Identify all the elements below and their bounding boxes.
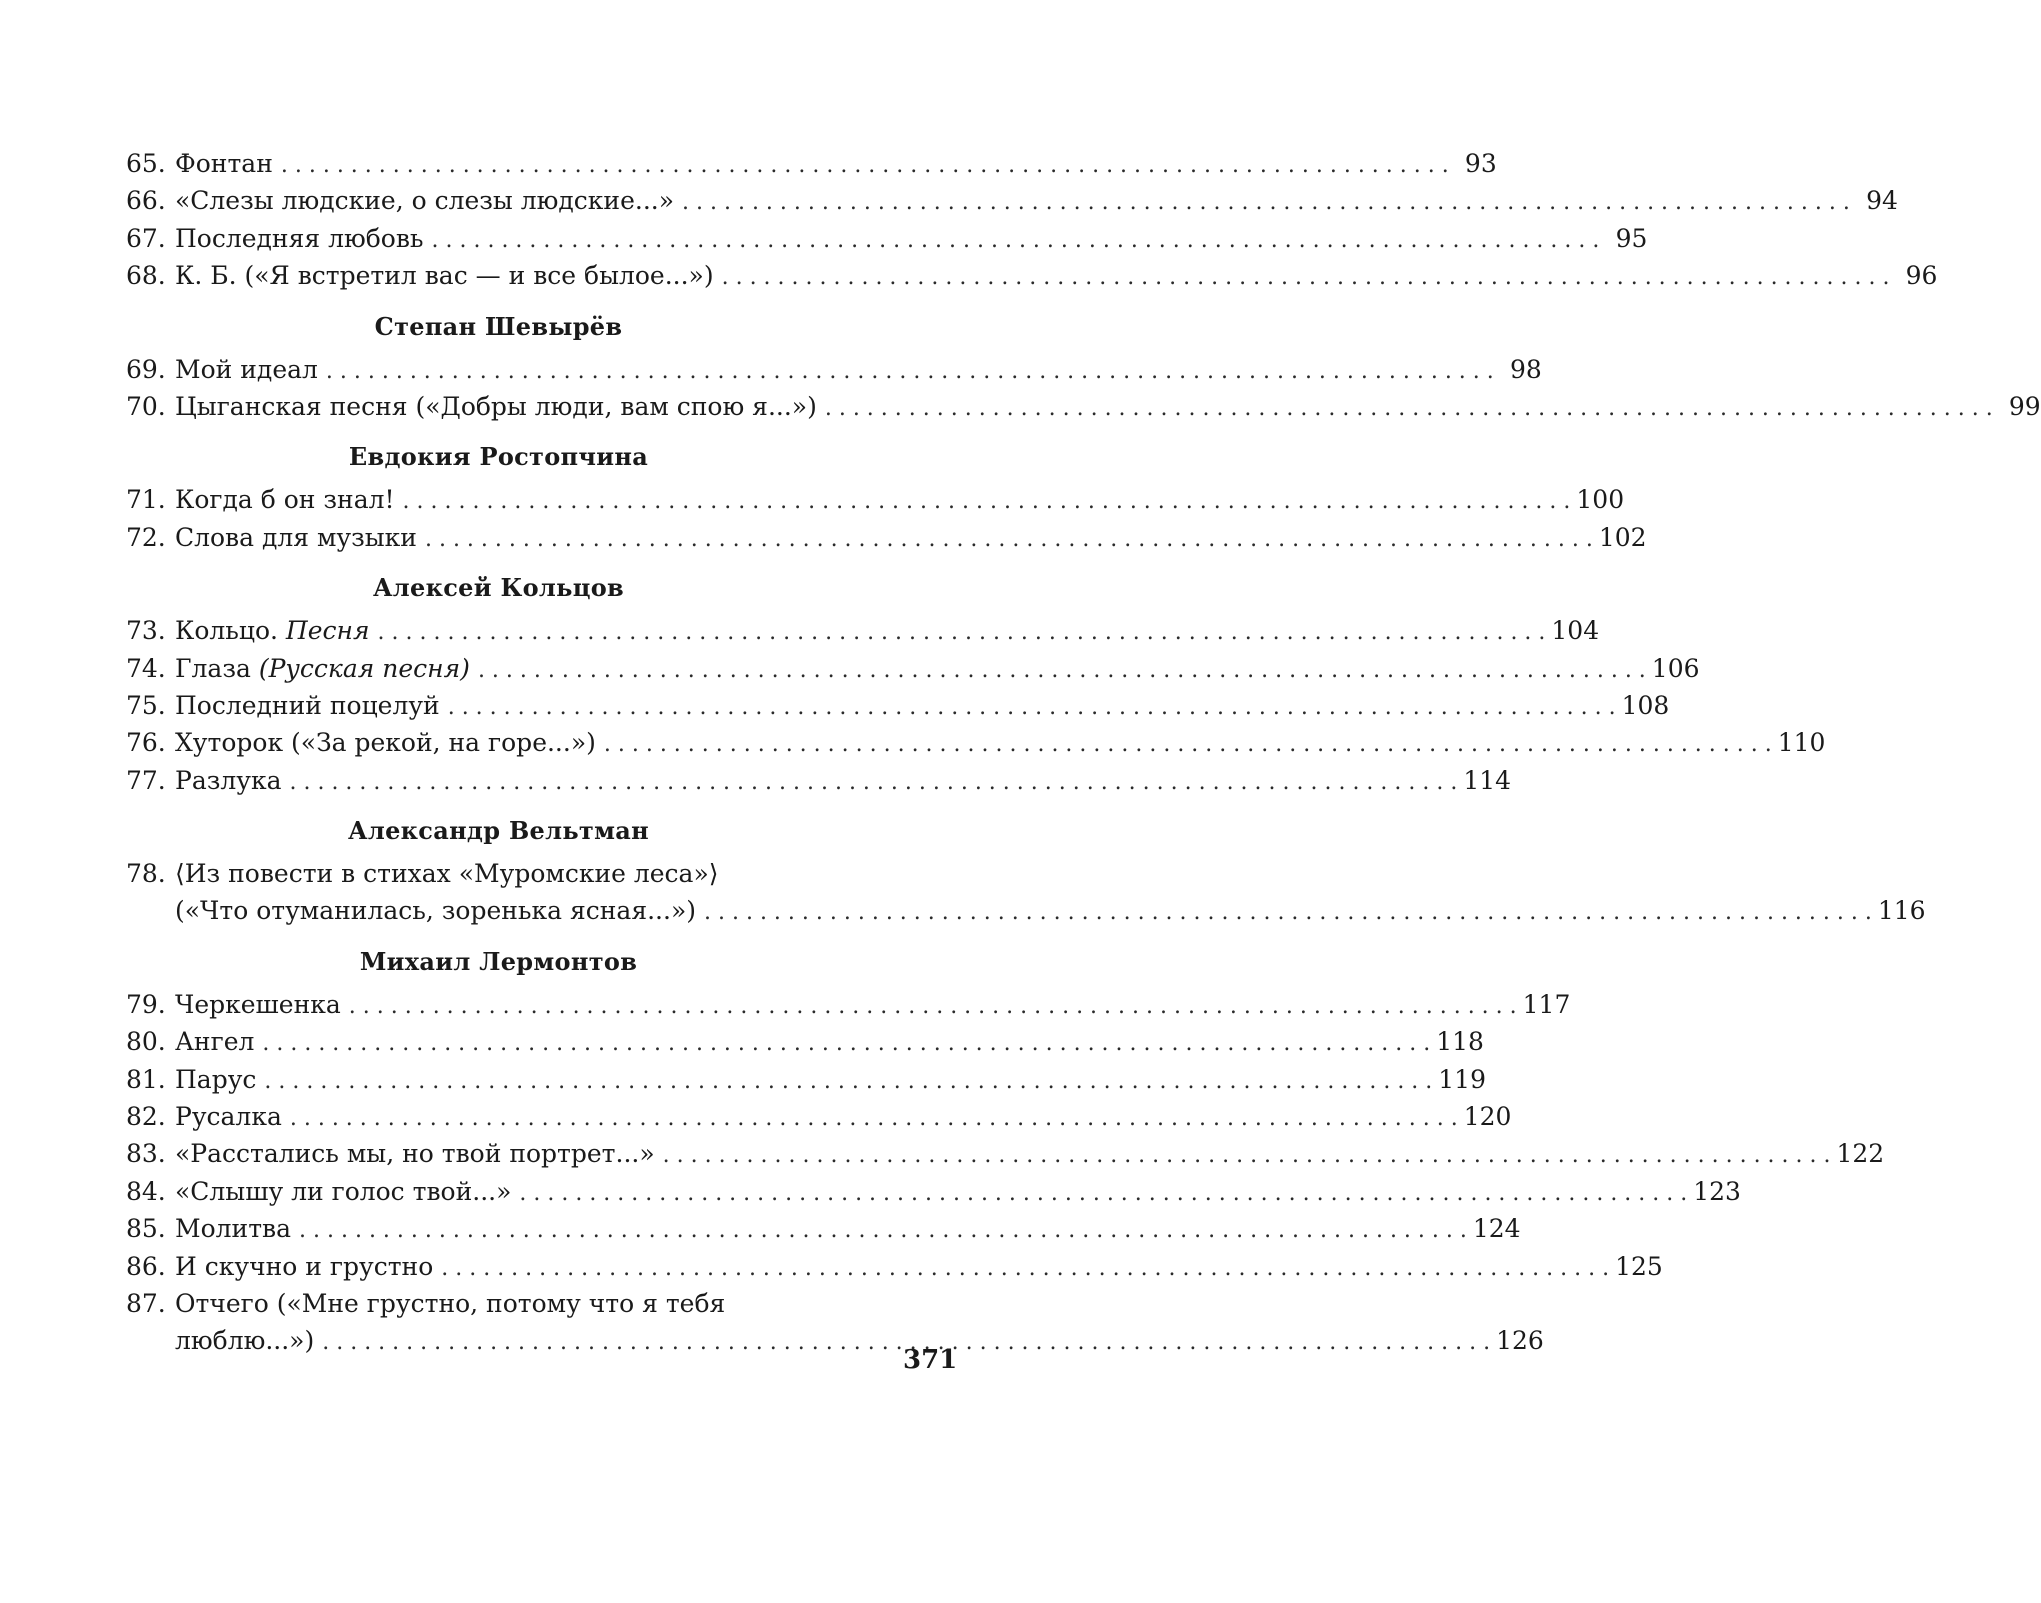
entry-page: 93 [1464,149,1497,178]
entry-page: 119 [1438,1064,1486,1094]
entry-number: 67. [126,223,166,253]
toc-entry [126,855,1926,930]
entry-page: 95 [1615,223,1648,253]
entry-number: 73. [126,616,166,646]
entry-page: 96 [1905,261,1938,291]
entry-title: Разлука [175,765,282,795]
dot-leader [262,1025,1430,1062]
entry-number: 65. [126,149,166,178]
entry-page: 108 [1621,690,1670,720]
entry-page: 102 [1598,522,1647,552]
dot-leader [478,652,1646,689]
dot-leader [704,894,1872,931]
dot-leader [682,184,1850,221]
entry-number: 68. [126,261,166,291]
toc-entry [126,762,1512,799]
entry-title-line1: ⟨Из повести в стихах «Муромские леса»⟩ [175,859,719,889]
author-heading: Алексей Кольцов [372,573,625,603]
dot-leader [722,259,1890,296]
entry-number: 80. [126,1027,166,1057]
entry-page: 106 [1651,653,1700,683]
entry-number: 87. [126,1288,166,1318]
entry-title-line1: Отчего («Мне грустно, потому что я тебя [175,1288,726,1318]
entry-title-roman: Кольцо. [175,616,278,646]
dot-leader [326,353,1494,390]
entry-title-roman: Глаза [175,653,251,683]
entry-number: 71. [126,485,166,515]
entry-page: 122 [1836,1139,1885,1169]
toc-entry [126,1210,1521,1247]
dot-leader [604,726,1772,763]
author-heading: Евдокия Ростопчина [348,442,649,472]
toc-entry [126,1173,1741,1210]
entry-page: 120 [1463,1102,1512,1132]
entry-title: Последний поцелуй [175,690,440,720]
toc-entry [126,388,2041,425]
dot-leader [281,147,1449,184]
author-heading: Михаил Лермонтов [359,946,638,976]
toc-entry [126,986,1571,1023]
entry-title-italic: Песня [285,616,370,646]
entry-number: 84. [126,1176,166,1206]
dot-leader [299,1212,1467,1249]
entry-number: 85. [126,1214,166,1244]
entry-title: «Слышу ли голос твой...» [175,1176,512,1206]
toc-entry [126,220,1648,257]
toc-entry [126,481,1625,518]
entry-page: 116 [1877,896,1926,926]
dot-leader [519,1175,1687,1212]
toc-entry [126,687,1670,724]
entry-page: 110 [1777,728,1826,758]
entry-number: 86. [126,1251,166,1281]
entry-title: Молитва [175,1214,292,1244]
entry-number: 76. [126,728,166,758]
entry-title: Последняя любовь [175,223,424,253]
entry-title: Черкешенка [175,989,341,1019]
dot-leader [663,1137,1831,1174]
entry-title-line2: («Что отуманилась, зоренька ясная...») [175,896,696,926]
entry-number: 79. [126,989,166,1019]
toc-entry [126,612,1600,649]
entry-title: Слова для музыки [175,522,417,552]
entry-title-italic: (Русская песня) [258,653,470,683]
dot-leader [425,521,1593,558]
dot-leader [825,390,1993,427]
entry-page: 123 [1693,1176,1741,1206]
toc-entry [126,182,1898,219]
entry-page: 99 [2008,391,2041,421]
entry-title [175,612,370,649]
toc-entry [126,257,1938,294]
toc-entry [126,351,1542,388]
entry-number: 74. [126,653,166,683]
dot-leader [403,483,1571,520]
entry-page: 98 [1509,354,1542,384]
entry-title: Цыганская песня («Добры люди, вам спою я...») [175,391,817,421]
dot-leader [378,614,1546,651]
toc-entry [126,1061,1486,1098]
entry-number: 83. [126,1139,166,1169]
dot-leader [448,689,1616,726]
entry-number: 82. [126,1102,166,1132]
entry-number: 75. [126,690,166,720]
entry-title: И скучно и грустно [175,1251,434,1281]
entry-title-line2: люблю...») [175,1326,315,1356]
toc-entry [126,650,1700,687]
entry-title: Парус [175,1064,257,1094]
entry-page: 94 [1866,186,1898,216]
entry-number: 70. [126,391,166,421]
toc-entry [126,1248,1663,1285]
dot-leader [441,1250,1609,1287]
entry-title: Русалка [175,1102,282,1132]
entry-page: 125 [1615,1251,1663,1281]
entry-title: «Расстались мы, но твой портрет...» [175,1139,655,1169]
toc-entry [126,519,1647,556]
dot-leader [289,764,1457,801]
entry-page: 124 [1472,1214,1521,1244]
entry-title: Ангел [175,1027,255,1057]
dot-leader [349,988,1517,1025]
entry-number: 81. [126,1064,166,1094]
author-heading: Александр Вельтман [348,816,649,846]
toc-entry [126,1135,1885,1172]
entry-title: «Слезы людские, о слезы людские...» [175,186,675,216]
toc-entry [126,724,1826,761]
entry-page: 104 [1551,616,1600,646]
page-number: 371 [903,1345,958,1375]
author-heading: Степан Шевырёв [374,311,623,341]
entry-page: 117 [1522,989,1571,1019]
entry-number: 78. [126,859,166,889]
entry-title [175,650,470,687]
entry-title: Когда б он знал! [175,485,395,515]
dot-leader [264,1063,1432,1100]
entry-page: 114 [1463,765,1512,795]
dot-leader [290,1100,1458,1137]
entry-page: 100 [1576,485,1625,515]
entry-number: 77. [126,765,166,795]
toc-entry [126,145,1497,182]
entry-title: Хуторок («За рекой, на горе...») [175,728,596,758]
entry-number: 66. [126,186,166,216]
entry-number: 69. [126,354,166,384]
entry-page: 118 [1436,1027,1484,1057]
entry-page: 126 [1496,1326,1544,1356]
entry-title: К. Б. («Я встретил вас — и все былое...») [175,261,714,291]
dot-leader [432,222,1600,259]
toc-entry [126,1098,1512,1135]
entry-title: Мой идеал [175,354,318,384]
entry-title: Фонтан [175,149,273,178]
toc-entry [126,1023,1484,1060]
entry-number: 72. [126,522,166,552]
